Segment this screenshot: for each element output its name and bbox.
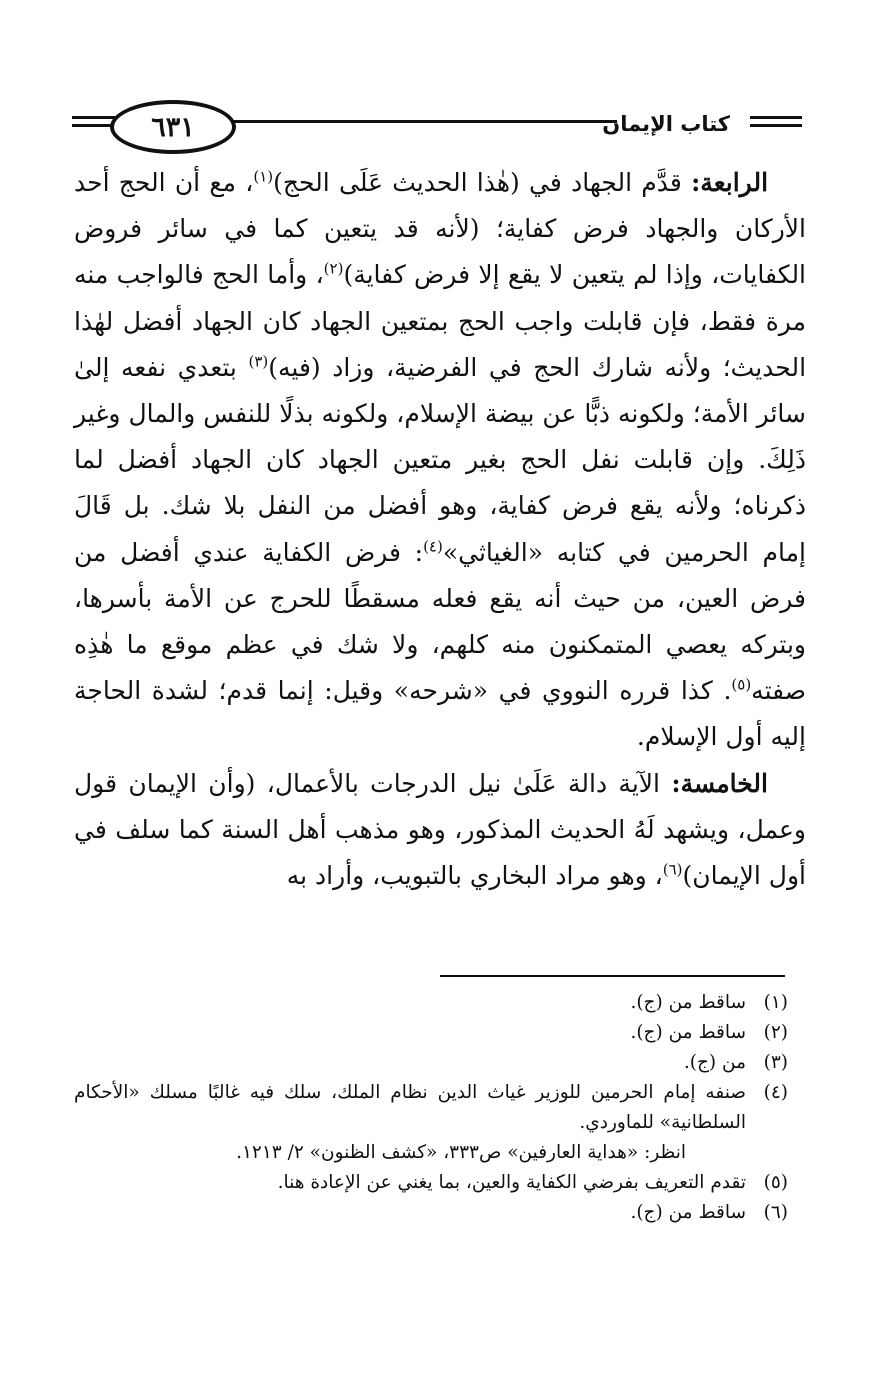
footnote — [74, 1198, 794, 1228]
footnote-number: (٣) — [763, 1052, 788, 1073]
footnote — [74, 988, 794, 1018]
footnote-text: ساقط من (ج). — [630, 992, 746, 1013]
footnote-number: (٢) — [763, 1022, 788, 1043]
footnote-continuation — [74, 1138, 794, 1168]
header-rule-middle — [222, 120, 617, 123]
footnote-number: (٦) — [763, 1202, 788, 1223]
footnote-text: من (ج). — [683, 1052, 746, 1073]
text-span: الآية دالة عَلَىٰ نيل الدرجات بالأعمال، (وأن الإيمان قول وعمل، ويشهد لَهُ الحديث المذكور، وهو مذهب أهل السنة كما سلف في أول الإيمان) — [74, 768, 806, 891]
text-span: قدَّم الجهاد في (هٰذا الحديث عَلَى الحج) — [273, 168, 692, 197]
running-title: كتاب الإيمان — [602, 112, 730, 136]
footnote — [74, 1018, 794, 1048]
footnote-ref: (٥) — [731, 675, 752, 694]
footnote — [74, 1048, 794, 1078]
lead-word: الرابعة: — [691, 168, 769, 197]
footnote-ref: (٤) — [423, 537, 443, 556]
footnote-separator — [440, 975, 785, 977]
text-span: ، مع أن الحج أحد الأركان والجهاد فرض كفاية؛ (لأنه قد يتعين كما في سائر فروض الكفايات، وإذا لم يتعين لا يقع إلا فرض كفاية) — [74, 168, 807, 290]
footnote-number: (٥) — [763, 1172, 788, 1193]
header-rule-right — [750, 124, 802, 127]
footnote — [74, 1168, 794, 1198]
lead-word: الخامسة: — [671, 768, 768, 798]
footnotes — [74, 988, 794, 1228]
footnote-text: ساقط من (ج). — [630, 1022, 746, 1043]
footnote-ref: (٦) — [662, 860, 683, 879]
text-span: : فرض الكفاية عندي أفضل من فرض العين، من حيث أنه يقع فعله مسقطًا للحرج عن الأمة بأسرها، وبتركه يعصي المتمكنون منه كلهم، ولا شك في عظم موقع ما هٰذِه صفته — [74, 537, 806, 706]
text-span: ، وهو مراد البخاري بالتبويب، وأراد به — [286, 861, 663, 891]
footnote-ref: (٣) — [248, 352, 269, 371]
footnote-text: صنفه إمام الحرمين للوزير غياث الدين نظام الملك، سلك فيه غالبًا مسلك «الأحكام السلطانية» للماوردي. — [74, 1082, 746, 1133]
footnote-text: ساقط من (ج). — [630, 1202, 746, 1223]
header-rule-right — [750, 116, 802, 119]
page-number: ٦٣١ — [110, 100, 236, 154]
footnote-number: (٤) — [763, 1082, 788, 1103]
footnote-text: انظر: «هداية العارفين» ص٣٣٣، «كشف الظنون» ٢/ ١٢١٣. — [236, 1142, 686, 1163]
paragraph-fifth-point — [74, 761, 806, 900]
footnote — [74, 1078, 794, 1138]
paragraph-fourth-point — [74, 160, 806, 761]
text-span: بتعدي نفعه إلىٰ سائر الأمة؛ ولكونه ذبًّا عن بيضة الإسلام، ولكونه بذلًا للنفس والمال وغير ذَلِكَ. وإن قابلت نفل الحج بغير متعين الجهاد كان الجهاد أفضل لما ذكرناه؛ ولأنه يقع فرض كفاية، وهو أفضل من النفل بلا شك. بل قَالَ إمام الحرمين في كتابه «الغياثي» — [74, 352, 806, 567]
footnote-ref: (١) — [253, 167, 274, 186]
footnote-number: (١) — [763, 992, 788, 1013]
footnote-text: تقدم التعريف بفرضي الكفاية والعين، بما يغني عن الإعادة هنا. — [277, 1172, 746, 1193]
text-span: ، وأما الحج فالواجب منه مرة فقط، فإن قابلت واجب الحج بمتعين الجهاد كان الجهاد أفضل لهٰذا الحديث؛ ولأنه شارك الحج في الفرضية، وزاد (فيه) — [74, 260, 807, 382]
main-text — [74, 160, 806, 899]
footnote-ref: (٢) — [323, 260, 344, 279]
text-span: . كذا قرره النووي في «شرحه» وقيل: إنما قدم؛ لشدة الحاجة إليه أول الإسلام. — [74, 676, 806, 752]
running-header — [72, 96, 802, 156]
